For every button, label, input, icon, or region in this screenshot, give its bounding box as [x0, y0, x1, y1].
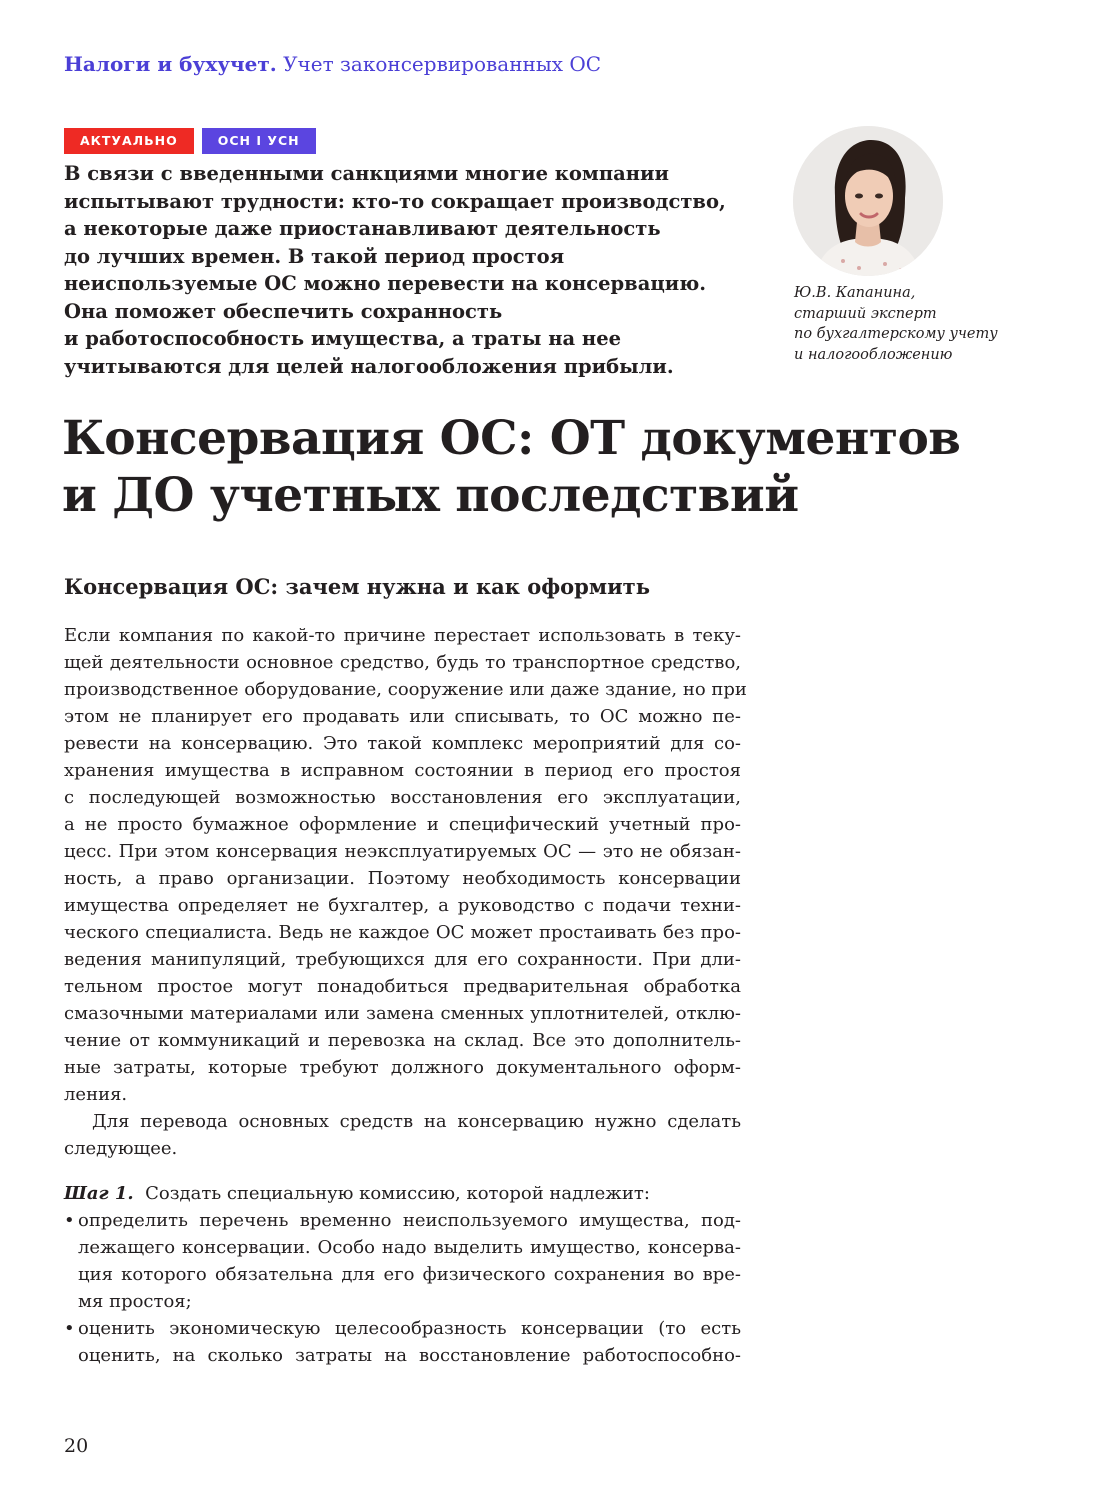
body-line: производственное оборудование, сооружение или даже здание, но при [64, 679, 747, 700]
body-line: ведения манипуляций, требующихся для его сохранности. При дли- [64, 949, 741, 970]
bullet-item-2 [64, 1315, 741, 1369]
section-subheading: Консервация ОС: зачем нужна и как оформить [64, 574, 650, 599]
body-line: Если компания по какой-то причине перестает использовать в теку- [64, 625, 741, 646]
body-line: Для перевода основных средств на консервацию нужно сделать [92, 1111, 741, 1132]
running-head-section: Налоги и бухучет. [64, 52, 277, 76]
step-1-label: Шаг 1. [64, 1183, 134, 1204]
author-role: старший эксперт [794, 305, 937, 322]
body-line: щей деятельности основное средство, будь то транспортное средство, [64, 652, 741, 673]
body-line: ческого специалиста. Ведь не каждое ОС может простаивать без про- [64, 922, 741, 943]
lead-line: неиспользуемые ОС можно перевести на консервацию. [64, 272, 706, 295]
lead-line: учитываются для целей налогообложения прибыли. [64, 354, 674, 378]
lead-line: до лучших времен. В такой период простоя [64, 244, 565, 268]
paragraph-1 [64, 622, 747, 1108]
body-line: мя простоя; [78, 1291, 192, 1312]
body-line: определить перечень временно неиспользуемого имущества, под- [78, 1210, 741, 1231]
running-head-topic: Учет законсервированных ОС [283, 52, 602, 76]
body-line: хранения имущества в исправном состоянии в период его простоя [64, 760, 741, 781]
author-caption [794, 283, 998, 365]
body-line: этом не планирует его продавать или списывать, то ОС можно пе- [64, 706, 741, 727]
article-title-line: и ДО учетных последствий [62, 468, 799, 523]
body-line: оценить, на сколько затраты на восстановление работоспособно- [78, 1345, 741, 1366]
body-line: смазочными материалами или замена сменных уплотнителей, отклю- [64, 1003, 741, 1024]
body-line: ревести на консервацию. Это такой комплекс мероприятий для со- [64, 733, 741, 754]
author-role: и налогообложению [794, 346, 953, 363]
lead-paragraph [64, 160, 764, 380]
body-line: ные затраты, которые требуют должного документального оформ- [64, 1057, 741, 1078]
body-line: с последующей возможностью восстановления его эксплуатации, [64, 787, 741, 808]
author-portrait-illustration [793, 126, 943, 276]
tags [64, 128, 316, 154]
body-line: ция которого обязательна для его физического сохранения во вре- [78, 1264, 741, 1285]
running-head [64, 52, 601, 76]
lead-line: а некоторые даже приостанавливают деятельность [64, 217, 661, 240]
body-line: цесс. При этом консервация неэксплуатируемых ОС — это не обязан- [64, 841, 741, 862]
lead-line: Она поможет обеспечить сохранность [64, 299, 503, 323]
tag-tax-regime: ОСН I УСН [202, 128, 316, 154]
body-line: имущества определяет не бухгалтер, а руководство с подачи техни- [64, 895, 741, 916]
author-photo [793, 126, 943, 276]
body-line: тельном простое могут понадобиться предварительная обработка [64, 976, 741, 997]
paragraph-2 [64, 1108, 741, 1162]
body-line: а не просто бумажное оформление и специфический учетный про- [64, 814, 741, 835]
tag-actual: АКТУАЛЬНО [64, 128, 194, 154]
lead-line: испытывают трудности: кто-то сокращает производство, [64, 189, 726, 213]
bullet-item-1 [64, 1207, 741, 1315]
body-line: следующее. [64, 1138, 178, 1159]
body-line: ления. [64, 1084, 128, 1105]
lead-line: В связи с введенными санкциями многие компании [64, 162, 669, 185]
page-number: 20 [64, 1435, 89, 1457]
body-line: ность, а право организации. Поэтому необходимость консервации [64, 868, 741, 889]
article-body [64, 622, 747, 1369]
bullet-mark: • [64, 1318, 75, 1339]
body-line: чение от коммуникаций и перевозка на склад. Все это дополнитель- [64, 1030, 741, 1051]
author-name: Ю.В. Капанина, [794, 285, 916, 301]
step-1-text: Создать специальную комиссию, которой надлежит: [145, 1183, 650, 1204]
bullet-mark: • [64, 1210, 75, 1231]
lead-line: и работоспособность имущества, а траты на нее [64, 327, 622, 350]
article-title [62, 410, 960, 524]
step-1 [64, 1180, 741, 1207]
body-line: лежащего консервации. Особо надо выделить имущество, консерва- [78, 1237, 741, 1258]
body-line: оценить экономическую целесообразность консервации (то есть [78, 1318, 741, 1339]
author-role: по бухгалтерскому учету [794, 326, 998, 342]
article-title-line: Консервация ОС: ОТ документов [62, 411, 961, 466]
